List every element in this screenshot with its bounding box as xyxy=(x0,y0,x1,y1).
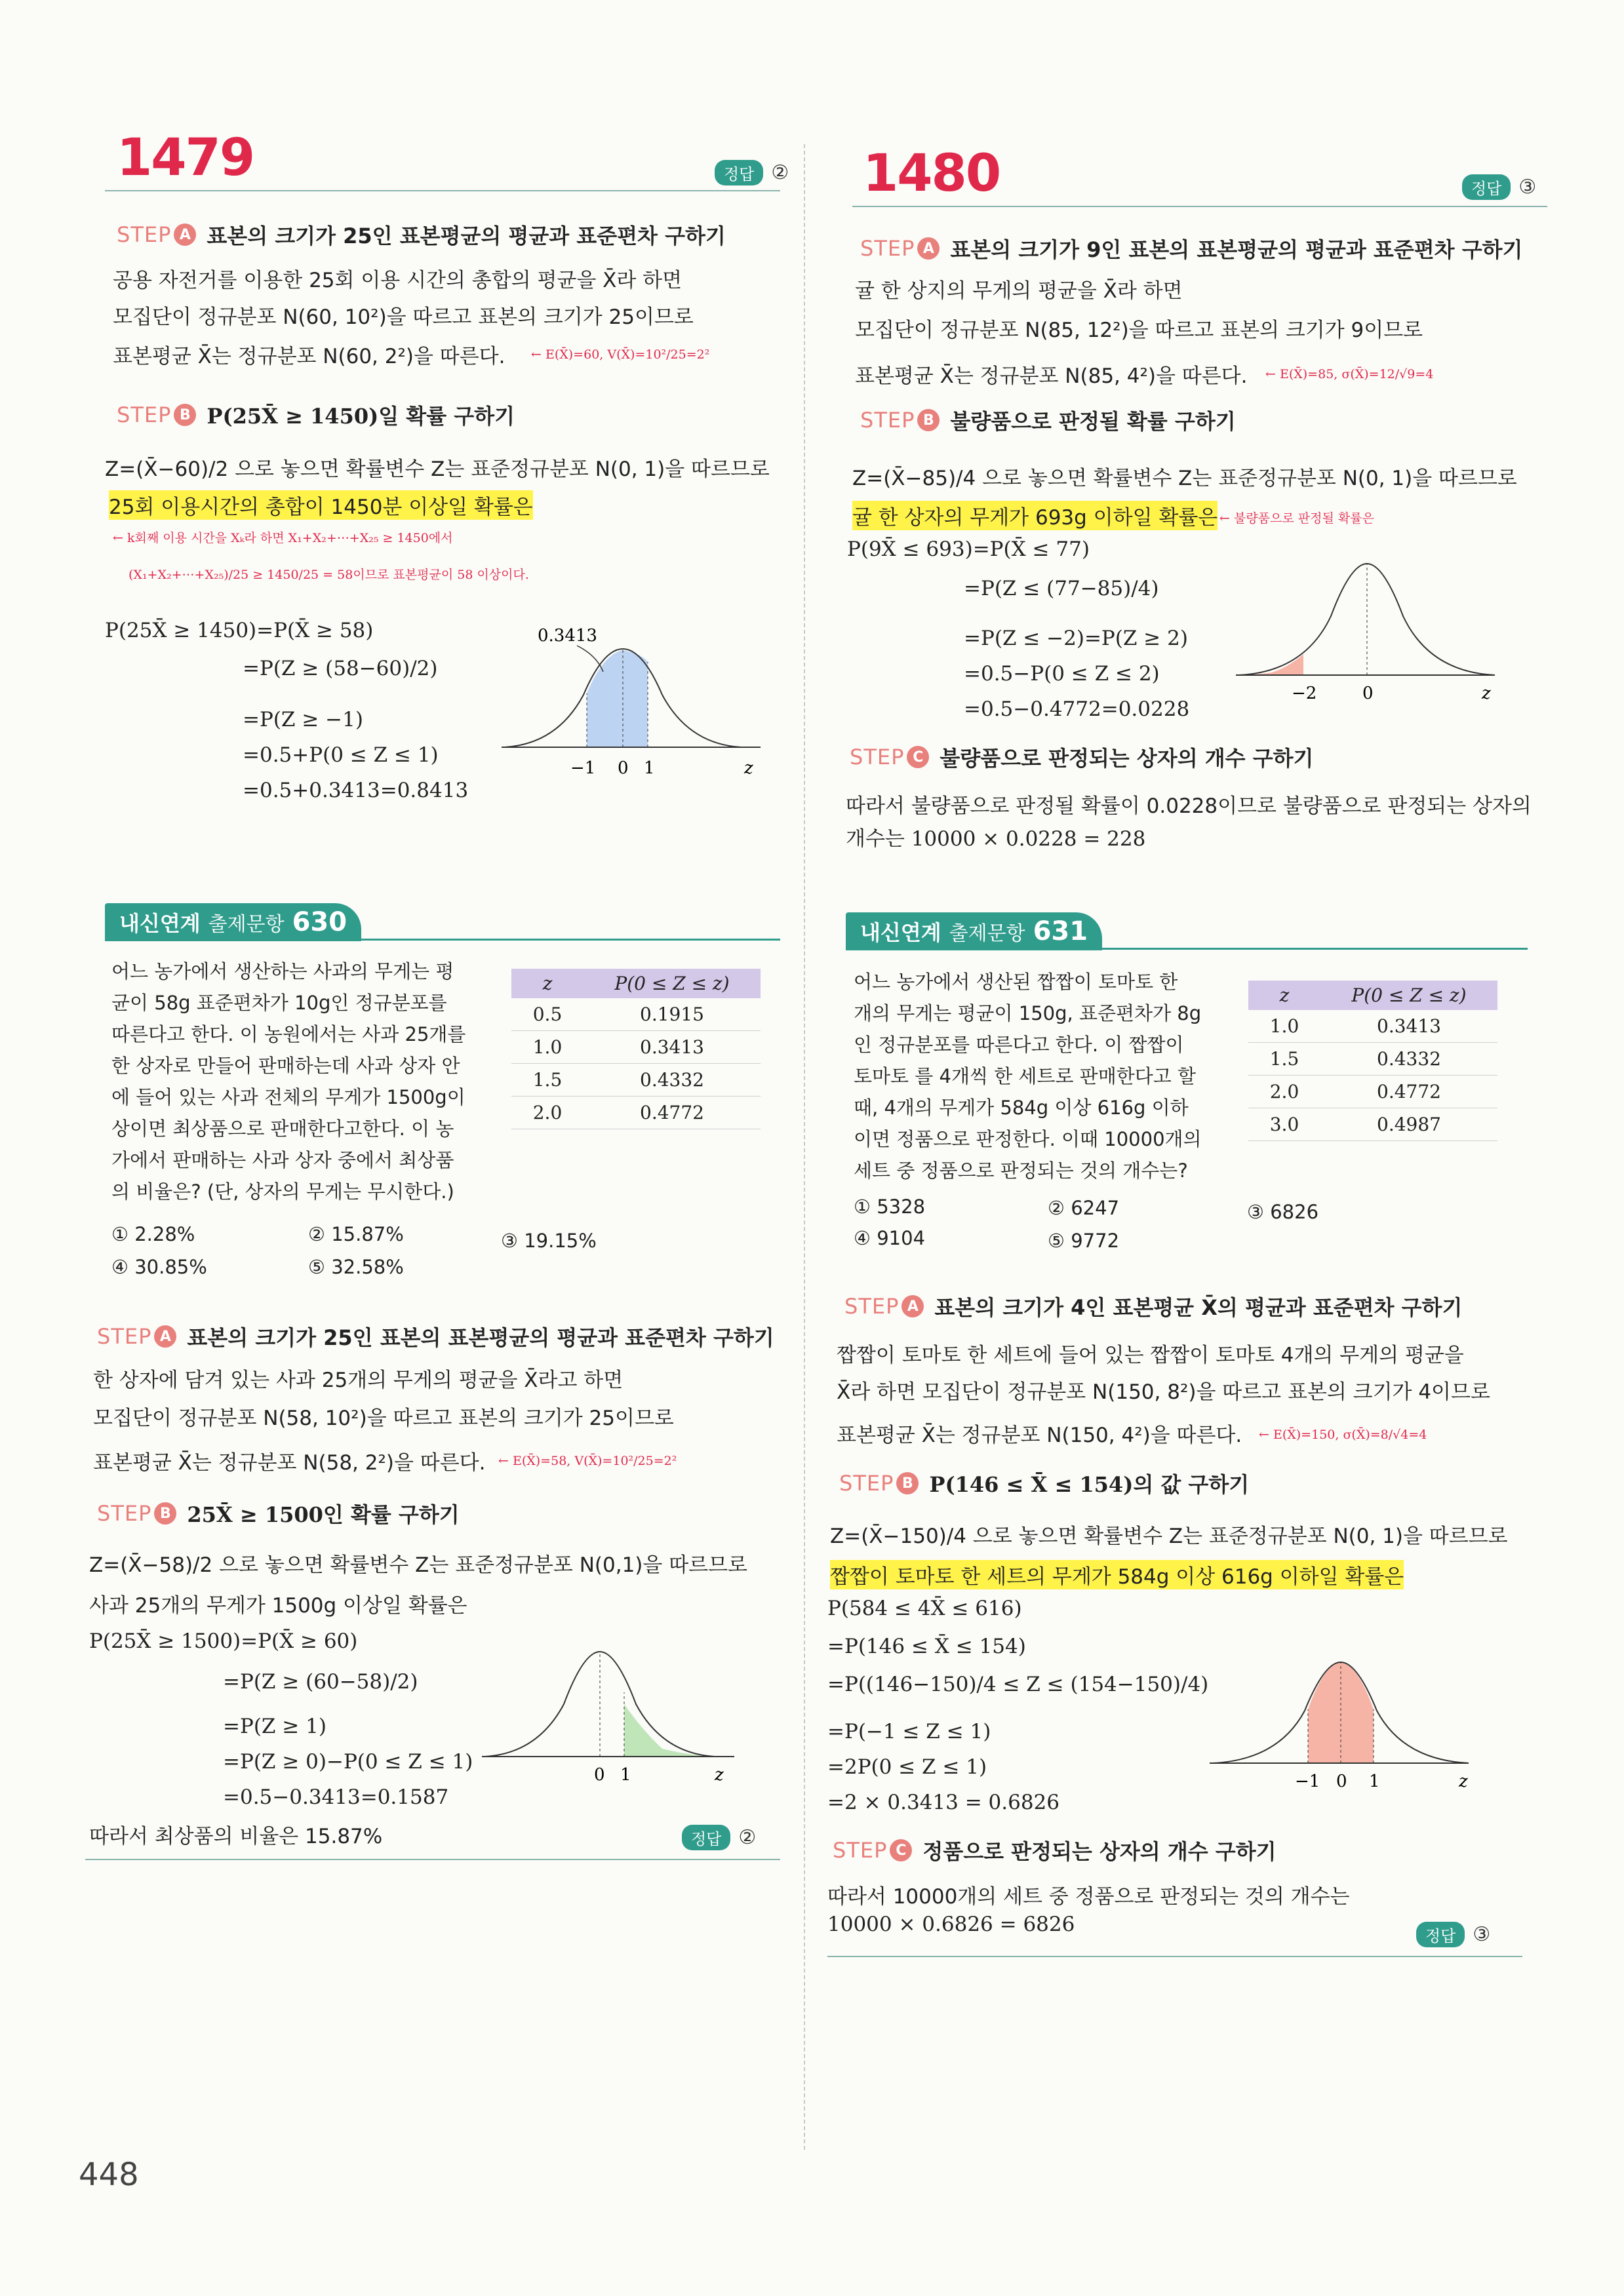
text-line: 귤 한 상지의 무게의 평균을 X̄라 하면 xyxy=(855,279,1183,303)
equation-line: =P(Z ≥ −1) xyxy=(243,708,363,731)
problem-text-631: 어느 농가에서 생산된 짭짭이 토마토 한 개의 무게는 평균이 150g, 표준편차가 8g 인 정규분포를 따른다고 한다. 이 짭짭이 토마토 를 4개씩 한 세트로 판매한다고 할 때, 4개의 무게가 584g 이상 616g 이하 이면 정품으로 판정한다. 이때 10000개의 세트 중 정품으로 판정되는 것의 개수는? xyxy=(854,971,1202,1182)
tick-label: 1 xyxy=(644,758,655,778)
column-divider xyxy=(804,144,805,2150)
side-note: ← E(X̄)=85, σ(X̄)=12/√9=4 xyxy=(1265,367,1434,381)
answer-tag-630: 정답 ② xyxy=(682,1825,756,1850)
step-title: 표본의 크기가 9인 표본의 표본평균의 평균과 표준편차 구하기 xyxy=(950,237,1523,262)
step-title: 불량품으로 판정될 확률 구하기 xyxy=(950,409,1236,434)
box-divider xyxy=(105,939,780,941)
step-c-heading: STEP C 불량품으로 판정되는 상자의 개수 구하기 xyxy=(850,742,1313,772)
choice-1: ① 5328 xyxy=(854,1196,926,1218)
tick-label: 0 xyxy=(594,1765,605,1785)
normal-curve-graph xyxy=(479,1632,741,1789)
section-rule xyxy=(105,190,780,191)
side-note: ← 불량품으로 판정될 확률은 xyxy=(1219,511,1374,526)
side-note: ← k회째 이용 시간을 Xₖ라 하면 X₁+X₂+⋯+X₂₅ ≥ 1450에서 xyxy=(113,531,453,545)
text-line: Z=(X̄−85)/4 으로 놓으면 확률변수 Z는 표준정규분포 N(0, 1)을 따르므로 xyxy=(852,467,1517,490)
equation-line: =P(Z ≥ (58−60)/2) xyxy=(243,657,438,680)
choice-2: ② 15.87% xyxy=(308,1223,404,1245)
equation-line: =0.5−0.4772=0.0228 xyxy=(964,697,1190,721)
tick-label: 0 xyxy=(1362,684,1374,703)
tick-label: −2 xyxy=(1292,684,1317,703)
choice-4: ④ 30.85% xyxy=(111,1256,207,1278)
z-table-630: z P(0 ≤ Z ≤ z) 0.5 0.1915 1.0 0.3413 1.5 0.4332 2.0 0.4772 xyxy=(511,969,761,1129)
normal-curve-graph xyxy=(498,623,774,793)
step-title: 불량품으로 판정되는 상자의 개수 구하기 xyxy=(940,746,1314,771)
text-line: 모집단이 정규분포 N(58, 10²)을 따르고 표본의 크기가 25이므로 xyxy=(93,1407,674,1430)
answer-tag-1480: 정답 ③ xyxy=(1462,174,1536,200)
text-line: 10000 × 0.6826 = 6826 xyxy=(827,1913,1075,1936)
tick-label: −1 xyxy=(570,758,596,778)
text-line: 개수는 10000 × 0.0228 = 228 xyxy=(846,827,1146,851)
choice-1: ① 2.28% xyxy=(111,1223,195,1245)
axis-label: z xyxy=(744,758,753,778)
shaded-area xyxy=(624,1704,715,1757)
equation-line: =0.5−0.3413=0.1587 xyxy=(223,1785,449,1809)
text-line: 공용 자전거를 이용한 25회 이용 시간의 총합의 평균을 X̄라 하면 xyxy=(113,269,683,292)
equation-line: =P(−1 ≤ Z ≤ 1) xyxy=(827,1720,991,1743)
equation-line: =2 × 0.3413 = 0.6826 xyxy=(827,1791,1060,1814)
highlighted-text: 25회 이용시간의 총합이 1450분 이상일 확률은 xyxy=(109,490,533,520)
box-divider xyxy=(846,948,1528,950)
step-title: P(146 ≤ X̄ ≤ 154)의 값 구하기 xyxy=(929,1472,1250,1497)
step-title: P(25X̄ ≥ 1450)일 확률 구하기 xyxy=(207,404,515,429)
choice-3: ③ 6826 xyxy=(1247,1201,1319,1223)
side-note: ← E(X̄)=60, V(X̄)=10²/25=2² xyxy=(531,347,710,362)
text-line: Z=(X̄−60)/2 으로 놓으면 확률변수 Z는 표준정규분포 N(0, 1)을 따르므로 xyxy=(105,457,770,481)
tick-label: 1 xyxy=(620,1765,631,1785)
equation-line: =P(Z ≥ 1) xyxy=(223,1715,327,1738)
step-a-heading: STEP A 표본의 크기가 9인 표본의 표본평균의 평균과 표준편차 구하기 xyxy=(860,233,1522,263)
equation-line: =2P(0 ≤ Z ≤ 1) xyxy=(827,1755,987,1779)
step-a-heading: STEP A 표본의 크기가 4인 표본평균 X̄의 평균과 표준편차 구하기 xyxy=(844,1291,1462,1321)
step-title: 표본의 크기가 25인 표본평균의 평균과 표준편차 구하기 xyxy=(207,224,726,248)
answer-tag-631: 정답 ③ xyxy=(1416,1922,1490,1947)
step-b-heading: STEP B P(146 ≤ X̄ ≤ 154)의 값 구하기 xyxy=(839,1468,1249,1498)
axis-label: z xyxy=(1482,684,1491,703)
text-line: 모집단이 정규분포 N(60, 10²)을 따르고 표본의 크기가 25이므로 xyxy=(113,305,694,329)
answer-value: ② xyxy=(771,161,789,184)
answer-tag-1479 xyxy=(715,160,789,185)
text-line: 표본평균 X̄는 정규분포 N(85, 4²)을 따른다. xyxy=(855,364,1248,388)
problem-box-header-630: 내신연계 출제문항 630 xyxy=(105,903,361,941)
shaded-area xyxy=(587,650,648,747)
step-a-heading: STEP A 표본의 크기가 25인 표본의 표본평균의 평균과 표준편차 구하기 xyxy=(97,1321,774,1352)
text-line: 표본평균 X̄는 정규분포 N(60, 2²)을 따른다. xyxy=(113,345,505,368)
answer-label: 정답 xyxy=(715,160,763,185)
shaded-area xyxy=(1239,654,1303,675)
text-line: 따라서 불량품으로 판정될 확률이 0.0228이므로 불량품으로 판정되는 상자의 xyxy=(846,794,1532,818)
problem-number-1480: 1480 xyxy=(863,144,1000,203)
choice-5: ⑤ 32.58% xyxy=(308,1256,404,1278)
text-line: 모집단이 정규분포 N(85, 12²)을 따르고 표본의 크기가 9이므로 xyxy=(855,319,1423,342)
text-line: X̄라 하면 모집단이 정규분포 N(150, 8²)을 따르고 표본의 크기가 4이므로 xyxy=(837,1380,1490,1404)
step-c-heading: STEP C 정품으로 판정되는 상자의 개수 구하기 xyxy=(833,1835,1277,1865)
equation-line: =P(Z ≤ (77−85)/4) xyxy=(964,577,1159,600)
choice-4: ④ 9104 xyxy=(854,1227,926,1249)
tick-label: 1 xyxy=(1369,1772,1380,1791)
equation-line: =0.5+P(0 ≤ Z ≤ 1) xyxy=(243,743,439,767)
tick-label: −1 xyxy=(1295,1772,1320,1791)
text-line: 따라서 10000개의 세트 중 정품으로 판정되는 것의 개수는 xyxy=(827,1885,1350,1909)
step-b-heading: STEP B 25X̄ ≥ 1500인 확률 구하기 xyxy=(97,1498,460,1528)
choice-5: ⑤ 9772 xyxy=(1048,1230,1120,1252)
text-line: 표본평균 X̄는 정규분포 N(58, 2²)을 따른다. xyxy=(93,1451,486,1475)
equation-line: P(584 ≤ 4X̄ ≤ 616) xyxy=(827,1597,1022,1620)
text-line: Z=(X̄−150)/4 으로 놓으면 확률변수 Z는 표준정규분포 N(0, 1)을 따르므로 xyxy=(830,1525,1508,1548)
text-line: 짭짭이 토마토 한 세트에 들어 있는 짭짭이 토마토 4개의 무게의 평균을 xyxy=(837,1344,1464,1367)
area-label: 0.3413 xyxy=(538,626,597,646)
tick-label: 0 xyxy=(1336,1772,1347,1791)
section-rule xyxy=(827,1956,1522,1957)
problem-number-1479: 1479 xyxy=(117,128,254,187)
step-title: 표본의 크기가 4인 표본평균 X̄의 평균과 표준편차 구하기 xyxy=(934,1295,1463,1320)
conclusion-text: 따라서 최상품의 비율은 15.87% xyxy=(89,1825,383,1848)
equation-line: =P((146−150)/4 ≤ Z ≤ (154−150)/4) xyxy=(827,1673,1209,1696)
text-line: 사과 25개의 무게가 1500g 이상일 확률은 xyxy=(89,1594,467,1618)
problem-text-630: 어느 농가에서 생산하는 사과의 무게는 평 균이 58g 표준편차가 10g인 정규분포를 따른다고 한다. 이 농원에서는 사과 25개를 한 상자로 만들어 판매하는데 사과 상자 안 에 들어 있는 사과 전체의 무게가 1500g이 상이면 최상품으로 판매한다고한다. 이 농 가에서 판매하는 사과 상자 중에서 최상품 의 비율은? (단, 상자의 무게는 무시한다.) xyxy=(111,960,466,1203)
normal-curve-graph xyxy=(1206,1639,1482,1802)
highlighted-text: 짭짭이 토마토 한 세트의 무게가 584g 이상 616g 이하일 확률은 xyxy=(830,1560,1404,1589)
equation-line: =P(Z ≤ −2)=P(Z ≥ 2) xyxy=(964,627,1188,650)
step-title: 표본의 크기가 25인 표본의 표본평균의 평균과 표준편차 구하기 xyxy=(187,1325,774,1350)
highlighted-text: 귤 한 상자의 무게가 693g 이하일 확률은 xyxy=(852,501,1218,530)
side-note: ← E(X̄)=150, σ(X̄)=8/√4=4 xyxy=(1259,1428,1427,1442)
step-a-heading: STEP A 표본의 크기가 25인 표본평균의 평균과 표준편차 구하기 xyxy=(117,220,726,250)
equation-line: =P(Z ≥ 0)−P(0 ≤ Z ≤ 1) xyxy=(223,1750,473,1774)
equation-line: =P(146 ≤ X̄ ≤ 154) xyxy=(827,1635,1026,1658)
section-rule xyxy=(852,206,1547,207)
section-rule xyxy=(85,1859,780,1860)
tick-label: 0 xyxy=(618,758,629,778)
choice-2: ② 6247 xyxy=(1048,1197,1120,1219)
text-line: 표본평균 X̄는 정규분포 N(150, 4²)을 따른다. xyxy=(837,1424,1242,1447)
step-title: 25X̄ ≥ 1500인 확률 구하기 xyxy=(187,1502,460,1527)
equation-line: P(25X̄ ≥ 1450)=P(X̄ ≥ 58) xyxy=(105,619,374,642)
choice-3: ③ 19.15% xyxy=(501,1230,597,1252)
step-b-heading: STEP B P(25X̄ ≥ 1450)일 확률 구하기 xyxy=(117,400,515,430)
text-line: Z=(X̄−58)/2 으로 놓으면 확률변수 Z는 표준정규분포 N(0,1)을 따르므로 xyxy=(89,1553,747,1577)
z-table-631: z P(0 ≤ Z ≤ z) 1.0 0.3413 1.5 0.4332 2.0 0.4772 3.0 0.4987 xyxy=(1248,981,1497,1141)
step-title: 정품으로 판정되는 상자의 개수 구하기 xyxy=(922,1839,1277,1864)
problem-box-header-631: 내신연계 출제문항 631 xyxy=(846,912,1102,950)
normal-curve-graph xyxy=(1233,551,1508,721)
label-arrow xyxy=(577,646,603,672)
text-line: 한 상자에 담겨 있는 사과 25개의 무게의 평균을 X̄라고 하면 xyxy=(93,1369,624,1392)
step-b-heading: STEP B 불량품으로 판정될 확률 구하기 xyxy=(860,405,1236,435)
equation-line: =P(Z ≥ (60−58)/2) xyxy=(223,1670,418,1694)
equation-line: P(9X̄ ≤ 693)=P(X̄ ≤ 77) xyxy=(847,537,1090,561)
side-note: ← E(X̄)=58, V(X̄)=10²/25=2² xyxy=(498,1454,677,1468)
axis-label: z xyxy=(1459,1772,1468,1791)
equation-line: =0.5+0.3413=0.8413 xyxy=(243,779,469,802)
axis-label: z xyxy=(715,1765,724,1785)
page-number: 448 xyxy=(79,2156,139,2193)
side-note: (X₁+X₂+⋯+X₂₅)/25 ≥ 1450/25 = 58이므로 표본평균이 58 이상이다. xyxy=(129,568,529,582)
equation-line: P(25X̄ ≥ 1500)=P(X̄ ≥ 60) xyxy=(89,1629,358,1653)
equation-line: =0.5−P(0 ≤ Z ≤ 2) xyxy=(964,662,1160,686)
